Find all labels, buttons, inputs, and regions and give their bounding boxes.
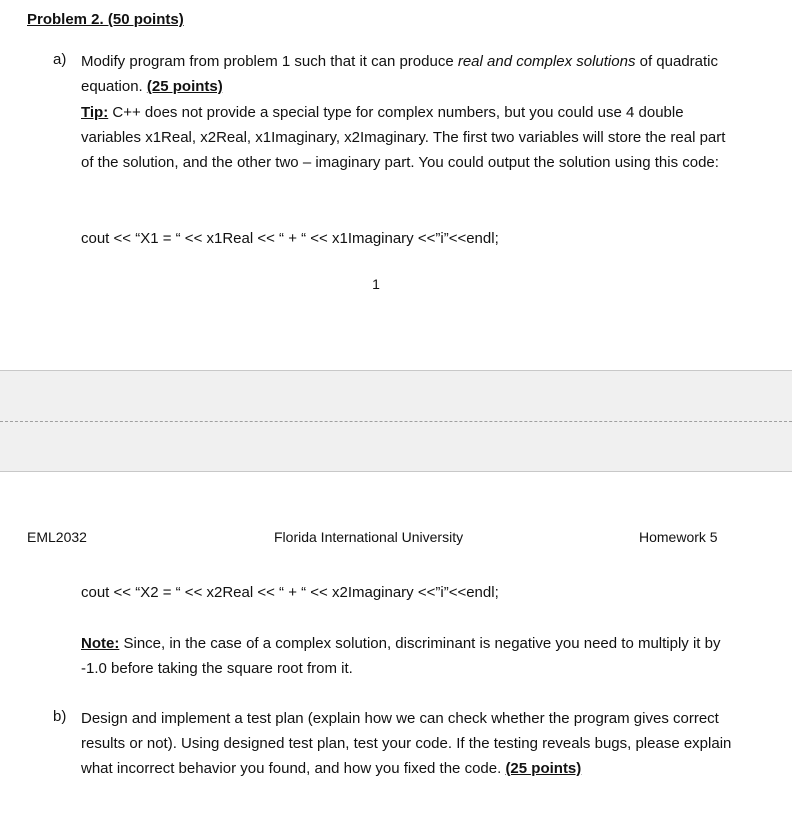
part-b-points: (25 points): [505, 760, 582, 777]
header-assignment: Homework 5: [639, 529, 718, 545]
part-a-intro: [81, 49, 741, 99]
page-number: 1: [372, 276, 380, 292]
problem-title: Problem 2. (50 points): [27, 11, 184, 28]
note-label: Note:: [81, 635, 120, 652]
part-a-intro-emphasis: real and complex solutions: [457, 53, 636, 70]
part-a-note: [81, 631, 741, 681]
tip-label: Tip:: [81, 104, 109, 121]
code-line-x2: cout << “X2 = “ << x2Real << “ + “ << x2Imaginary <<”i”<<endl;: [81, 584, 499, 601]
page-break-gap: [0, 370, 792, 472]
part-a-intro-start: Modify program from problem 1 such that it can produce: [81, 53, 458, 70]
code-line-x1: cout << “X1 = “ << x1Real << “ + “ << x1Imaginary <<”i”<<endl;: [81, 230, 499, 247]
header-course: EML2032: [27, 529, 87, 545]
header-university: Florida International University: [274, 529, 464, 545]
page-break-divider: [0, 421, 792, 422]
part-b-label: b): [53, 708, 67, 725]
part-a-intro-end: of quadratic equation.: [81, 53, 719, 95]
document-page-1: [0, 0, 792, 370]
tip-text: C++ does not provide a special type for complex numbers, but you could use 4 double variables x1Real, x2Real, x1Imaginary, x2Imaginary. The first two variables will store the real part of the solution, and the other two – imaginary part. You could output the solution using this code:: [81, 104, 726, 171]
part-a-tip: [81, 100, 741, 175]
document-page-2: [0, 472, 792, 830]
part-a-points: (25 points): [146, 78, 223, 95]
part-a-label: a): [53, 51, 67, 68]
part-b-body: Design and implement a test plan (explain how we can check whether the program gives correct results or not). Using designed test plan, test your code. If the testing reveals bugs, please explain what incorrect behavior you found, and how you fixed the code.: [81, 710, 732, 777]
note-text: Since, in the case of a complex solution, discriminant is negative you need to multiply it by -1.0 before taking the square root from it.: [81, 635, 721, 677]
part-b-text: [81, 706, 741, 781]
